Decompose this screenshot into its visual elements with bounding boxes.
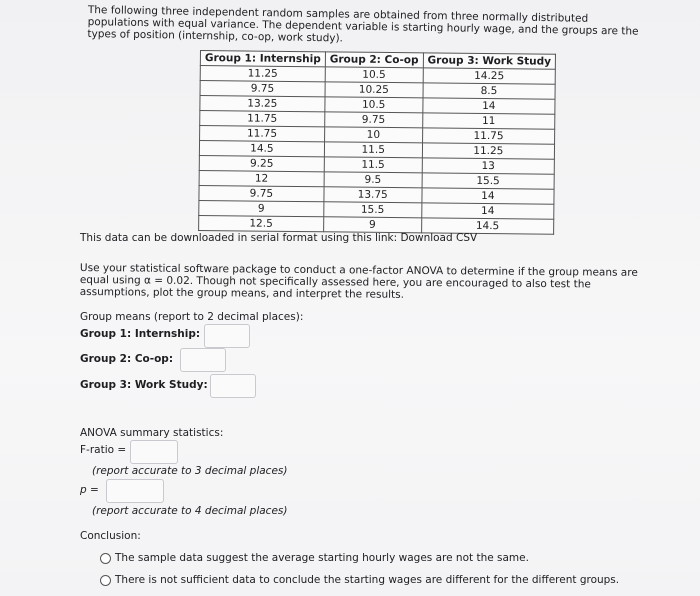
group1-mean-input[interactable] [204,324,250,348]
download-line [80,232,477,244]
cell: 12.5 [199,215,324,231]
radio-button[interactable] [100,553,111,564]
cell: 10 [324,127,422,143]
cell: 9 [199,200,324,216]
intro-text: The following three independent random samples are obtained from three normally distributed populations with equal variance. The dependent variable is starting hourly wage, and the groups are the types of position (internship, co-op, work study). [87,4,639,45]
conclusion-option-1[interactable] [100,552,529,564]
cell: 15.5 [324,202,422,218]
header-group3: Group 3: Work Study [423,53,556,69]
p-value-note: (report accurate to 4 decimal places) [92,505,288,517]
cell: 9.75 [200,81,325,97]
f-ratio-input[interactable] [130,440,178,464]
cell: 9.75 [199,185,324,201]
cell: 11.25 [200,66,325,82]
cell: 13 [422,158,555,174]
cell: 9.75 [325,112,423,128]
cell: 14.5 [421,218,554,234]
option-label: The sample data suggest the average starting hourly wages are not the same. [115,552,529,564]
cell: 11.5 [324,157,422,173]
download-text: This data can be downloaded in serial format using this link: [80,232,398,244]
f-ratio-label: F-ratio = [80,444,127,456]
cell: 14 [422,188,555,204]
group2-mean-input[interactable] [180,348,226,372]
cell: 8.5 [423,83,556,99]
cell: 12 [199,170,324,186]
cell: 11 [422,113,555,129]
cell: 9.5 [324,172,422,188]
cell: 9 [323,217,421,233]
cell: 10.5 [325,67,423,83]
cell: 13.25 [200,96,325,112]
download-csv-link[interactable]: Download CSV [400,232,478,244]
header-group1: Group 1: Internship [200,51,325,67]
group3-mean-input[interactable] [210,374,256,398]
cell: 10.5 [325,97,423,113]
cell: 14 [421,203,554,219]
cell: 11.75 [200,126,325,142]
group2-mean-label: Group 2: Co-op: [80,353,174,365]
p-value-label: p = [80,484,99,496]
cell: 13.75 [324,187,422,203]
cell: 14.5 [199,141,324,157]
cell: 9.25 [199,155,324,171]
cell: 11.5 [324,142,422,158]
cell: 15.5 [422,173,555,189]
radio-button[interactable] [100,575,111,586]
p-value-input[interactable] [106,479,164,503]
anova-heading: ANOVA summary statistics: [80,427,224,439]
f-ratio-note: (report accurate to 3 decimal places) [92,465,288,477]
cell: 11.75 [200,111,325,127]
cell: 10.25 [325,82,423,98]
group3-mean-label: Group 3: Work Study: [80,379,208,391]
header-group2: Group 2: Co-op [325,52,423,68]
data-table [198,50,556,235]
cell: 14.25 [423,68,556,84]
group1-mean-label: Group 1: Internship: [80,328,201,340]
cell: 11.25 [422,143,555,159]
conclusion-heading: Conclusion: [80,530,141,542]
instructions-text: Use your statistical software package to conduct a one-factor ANOVA to determine if the group means are equal using α = 0.02. Though not specifically assessed here, you are encouraged to also test the assumptions, plot the group means, and interpret the results. [79,262,638,301]
option-label: There is not sufficient data to conclude the starting wages are different for the different groups. [115,574,620,586]
cell: 11.75 [422,128,555,144]
conclusion-option-2[interactable] [100,574,619,586]
means-heading: Group means (report to 2 decimal places): [80,311,304,323]
cell: 14 [423,98,556,114]
